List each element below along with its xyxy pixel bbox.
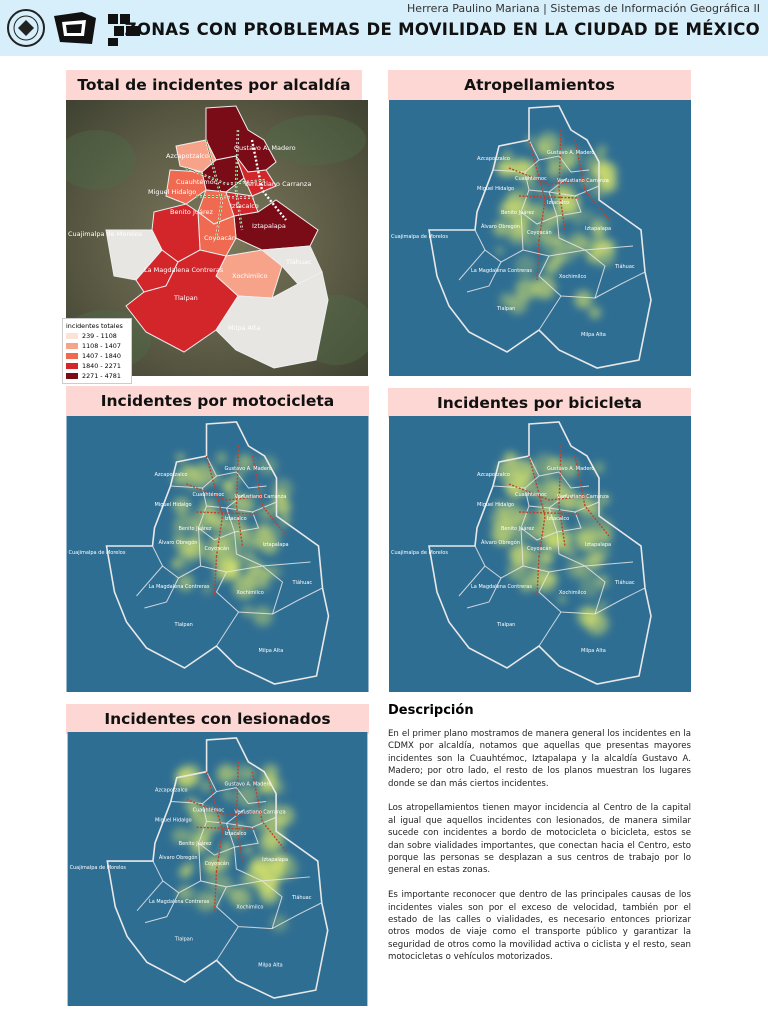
label-xochimilco: Xochimilco xyxy=(236,590,264,596)
label-milpa: Milpa Alta xyxy=(258,962,283,969)
legend-range: 2271 - 4781 xyxy=(82,372,121,380)
heat-spot xyxy=(593,462,605,474)
filosofia-logo-icon xyxy=(52,8,98,48)
label-cuajimalpa: Cuajimalpa de Morelos xyxy=(69,865,127,871)
legend-item xyxy=(66,371,128,381)
label-mc: La Magdalena Contreras xyxy=(471,584,532,590)
label-iztapalapa: Iztapalapa xyxy=(585,542,612,548)
legend-swatch xyxy=(66,363,78,369)
label-mc: La Magdalena Contreras xyxy=(149,898,210,905)
label-mh: Miguel Hidalgo xyxy=(477,502,515,508)
label-mc: La Magdalena Contreras xyxy=(148,584,210,590)
label-iztapalapa: Iztapalapa xyxy=(585,226,612,232)
label-vc: Venustiano Carranza xyxy=(557,178,609,184)
legend-range: 239 - 1108 xyxy=(82,332,117,340)
heat-spot xyxy=(227,566,241,580)
label-cuauhtemoc: Cuauhtémoc xyxy=(515,176,547,182)
label-iztacalco: Iztacalco xyxy=(230,202,259,210)
label-tlalpan: Tlalpan xyxy=(174,936,193,943)
label-vc: Venustiano Carranza xyxy=(234,809,286,816)
label-cuajimalpa: Cuajimalpa de Morelos xyxy=(68,550,126,556)
label-mh: Miguel Hidalgo xyxy=(148,188,197,196)
description-p2: Los atropellamientos tienen mayor incidencia al Centro de la capital al igual que aquellos incidentes con lesionados, de manera similar sucede con incidentes a bordo de motocicleta o bicicleta, estos se dan sobre vialidades importantes, que conectan hacia el Centro, esto porque las personas se desplazan a sus centros de trabajo por lo general en estas zonas. xyxy=(388,803,691,876)
label-tlahuac: Tláhuac xyxy=(615,264,635,270)
panel-title-motocicleta: Incidentes por motocicleta xyxy=(66,386,369,416)
legend-range: 1840 - 2271 xyxy=(82,362,121,370)
label-tlahuac: Tláhuac xyxy=(292,580,313,586)
heat-spot xyxy=(236,785,258,807)
label-ao: Álvaro Obregón xyxy=(158,540,198,546)
label-milpa: Milpa Alta xyxy=(258,648,284,654)
label-tlalpan: Tlalpan xyxy=(497,622,516,628)
heat-spot xyxy=(242,606,253,617)
label-cuajimalpa: Cuajimalpa de Morelos xyxy=(68,230,143,238)
author-line: Herrera Paulino Mariana | Sistemas de Información Geográfica II xyxy=(407,2,760,15)
heat-spot xyxy=(523,236,535,248)
map-atropellamientos xyxy=(389,100,691,376)
label-tlalpan: Tlalpan xyxy=(497,306,516,312)
label-gam: Gustavo A. Madero xyxy=(234,144,296,152)
heat-spot xyxy=(597,145,607,155)
label-xochimilco: Xochimilco xyxy=(232,272,268,280)
label-cuajimalpa: Cuajimalpa de Morelos xyxy=(391,234,448,240)
heat-spot xyxy=(222,480,235,493)
heat-spot xyxy=(258,505,273,520)
logos xyxy=(6,8,144,48)
label-azcapotzalco: Azcapotzalco xyxy=(166,152,209,160)
legend-swatch xyxy=(66,343,78,349)
label-tlahuac: Tláhuac xyxy=(615,580,635,586)
label-bj: Benito Juárez xyxy=(501,210,535,216)
label-xochimilco: Xochimilco xyxy=(559,274,587,280)
label-bj: Benito Juárez xyxy=(501,526,535,532)
label-tlahuac: Tláhuac xyxy=(286,258,312,266)
label-bj: Benito Juárez xyxy=(170,208,213,216)
legend-item xyxy=(66,331,128,341)
label-tlalpan: Tlalpan xyxy=(174,622,193,628)
heat-spot xyxy=(176,550,194,568)
label-coyoacan: Coyoacán xyxy=(204,234,236,242)
heat-spot xyxy=(244,767,256,779)
heat-spot xyxy=(500,293,514,307)
panel-title-bicicleta: Incidentes por bicicleta xyxy=(388,388,691,418)
heat-spot xyxy=(562,243,572,253)
label-ao: Álvaro Obregón xyxy=(481,540,520,546)
label-milpa: Milpa Alta xyxy=(228,324,261,332)
header xyxy=(0,0,768,56)
label-vc: Venustiano Carranza xyxy=(234,494,287,500)
heat-spot xyxy=(558,595,566,603)
unam-logo-icon xyxy=(6,8,46,48)
label-mc: La Magdalena Contreras xyxy=(144,266,224,274)
label-vc: Venustiano Carranza xyxy=(244,180,312,188)
legend-item xyxy=(66,361,128,371)
heat-spot xyxy=(562,544,576,558)
heat-spot xyxy=(266,822,274,830)
label-bj: Benito Juárez xyxy=(178,526,212,532)
legend-swatch xyxy=(66,333,78,339)
label-gam: Gustavo A. Madero xyxy=(224,781,272,788)
heat-spot xyxy=(204,876,214,886)
panel-title-atropellamientos: Atropellamientos xyxy=(388,70,691,100)
label-cuauhtemoc: Cuauhtémoc xyxy=(515,492,547,498)
label-azcapotzalco: Azcapotzalco xyxy=(154,787,188,794)
legend-item xyxy=(66,341,128,351)
label-tlalpan: Tlalpan xyxy=(174,294,198,302)
heat-spot xyxy=(564,501,574,511)
label-tlahuac: Tláhuac xyxy=(291,894,312,901)
label-gam: Gustavo A. Madero xyxy=(224,466,272,472)
label-coyoacan: Coyoacán xyxy=(204,546,230,552)
legend-rows xyxy=(66,331,128,381)
heat-spot xyxy=(253,606,273,626)
heat-spot xyxy=(216,452,228,464)
label-azcapotzalco: Azcapotzalco xyxy=(477,472,510,478)
heat-spot xyxy=(540,475,554,489)
panel-title-lesionados: Incidentes con lesionados xyxy=(66,704,369,734)
heat-spot xyxy=(549,160,560,171)
label-iztacalco: Iztacalco xyxy=(547,200,570,206)
description-text xyxy=(388,728,691,976)
label-ao: Álvaro Obregón xyxy=(481,224,520,230)
label-cuauhtemoc: Cuauhtémoc xyxy=(192,492,225,498)
legend-swatch xyxy=(66,353,78,359)
heat-spot xyxy=(585,210,594,219)
heat-spot xyxy=(574,290,592,308)
label-iztacalco: Iztacalco xyxy=(224,831,247,838)
label-azcapotzalco: Azcapotzalco xyxy=(477,156,510,162)
label-milpa: Milpa Alta xyxy=(581,332,606,338)
label-ao: Álvaro Obregón xyxy=(158,855,198,862)
description-heading: Descripción xyxy=(388,703,474,718)
label-coyoacan: Coyoacán xyxy=(204,861,229,868)
legend-range: 1108 - 1407 xyxy=(82,342,121,350)
map-motocicleta xyxy=(66,416,369,692)
heat-spot xyxy=(244,846,253,855)
description-p1: En el primer plano mostramos de manera general los incidentes en la CDMX por alcaldía, notamos que aquellas que presentas mayores incidentes son la Cuauhtémoc, Iztapalapa y la alcaldía Gustavo A. Madero; por otro lado, el resto de los planos muestran los lugares donde se dan más ciertos incidentes. xyxy=(388,729,691,789)
heat-spot xyxy=(544,210,561,227)
label-iztapalapa: Iztapalapa xyxy=(262,857,288,864)
heat-spot xyxy=(271,915,288,932)
label-coyoacan: Coyoacán xyxy=(527,230,552,236)
label-cuajimalpa: Cuajimalpa de Morelos xyxy=(391,550,448,556)
heat-spot xyxy=(178,867,190,879)
label-mh: Miguel Hidalgo xyxy=(477,186,515,192)
label-iztapalapa: Iztapalapa xyxy=(262,542,289,548)
heat-spot xyxy=(217,764,236,783)
label-cuauhtemoc: Cuauhtémoc xyxy=(176,178,218,186)
label-iztapalapa: Iztapalapa xyxy=(252,222,286,230)
label-coyoacan: Coyoacán xyxy=(527,546,552,552)
map-lesionados xyxy=(66,732,369,1006)
label-xochimilco: Xochimilco xyxy=(559,590,587,596)
panel-title-total: Total de incidentes por alcaldía xyxy=(66,70,362,100)
legend-range: 1407 - 1840 xyxy=(82,352,121,360)
heat-spot xyxy=(245,551,255,561)
label-mh: Miguel Hidalgo xyxy=(154,817,192,824)
label-gam: Gustavo A. Madero xyxy=(547,466,595,472)
description-p3: Es importante reconocer que dentro de las principales causas de los incidentes viales son por el exceso de velocidad, también por el estado de las calles o vialidades, es necesario entonces priorizar otros modos de viaje como el transporte público y garantizar la seguridad de otros como la movilidad activa o ciclista y el resto, sean motocicletas o vehículos motorizados. xyxy=(388,890,691,963)
page-title: ZONAS CON PROBLEMAS DE MOVILIDAD EN LA CIUDAD DE MÉXICO xyxy=(124,20,760,39)
label-cuauhtemoc: Cuauhtémoc xyxy=(192,807,225,814)
legend-title: incidentes totales xyxy=(66,322,123,330)
map-bicicleta xyxy=(389,416,691,692)
label-xochimilco: Xochimilco xyxy=(236,904,264,911)
heat-spot xyxy=(541,235,561,255)
heat-spot xyxy=(496,246,504,254)
legend-item xyxy=(66,351,128,361)
label-mh: Miguel Hidalgo xyxy=(154,502,192,508)
label-gam: Gustavo A. Madero xyxy=(547,150,595,156)
heat-spot xyxy=(191,814,200,823)
heat-spot xyxy=(573,521,596,544)
legend-swatch xyxy=(66,373,78,379)
label-milpa: Milpa Alta xyxy=(581,648,606,654)
label-vc: Venustiano Carranza xyxy=(557,494,609,500)
heat-spot xyxy=(264,829,285,850)
label-mc: La Magdalena Contreras xyxy=(471,268,532,274)
label-iztacalco: Iztacalco xyxy=(224,516,247,522)
label-azcapotzalco: Azcapotzalco xyxy=(154,472,188,478)
heat-spot xyxy=(585,611,609,635)
label-iztacalco: Iztacalco xyxy=(547,516,570,522)
heat-spot xyxy=(589,306,602,319)
label-bj: Benito Juárez xyxy=(178,841,212,848)
legend xyxy=(62,318,132,384)
